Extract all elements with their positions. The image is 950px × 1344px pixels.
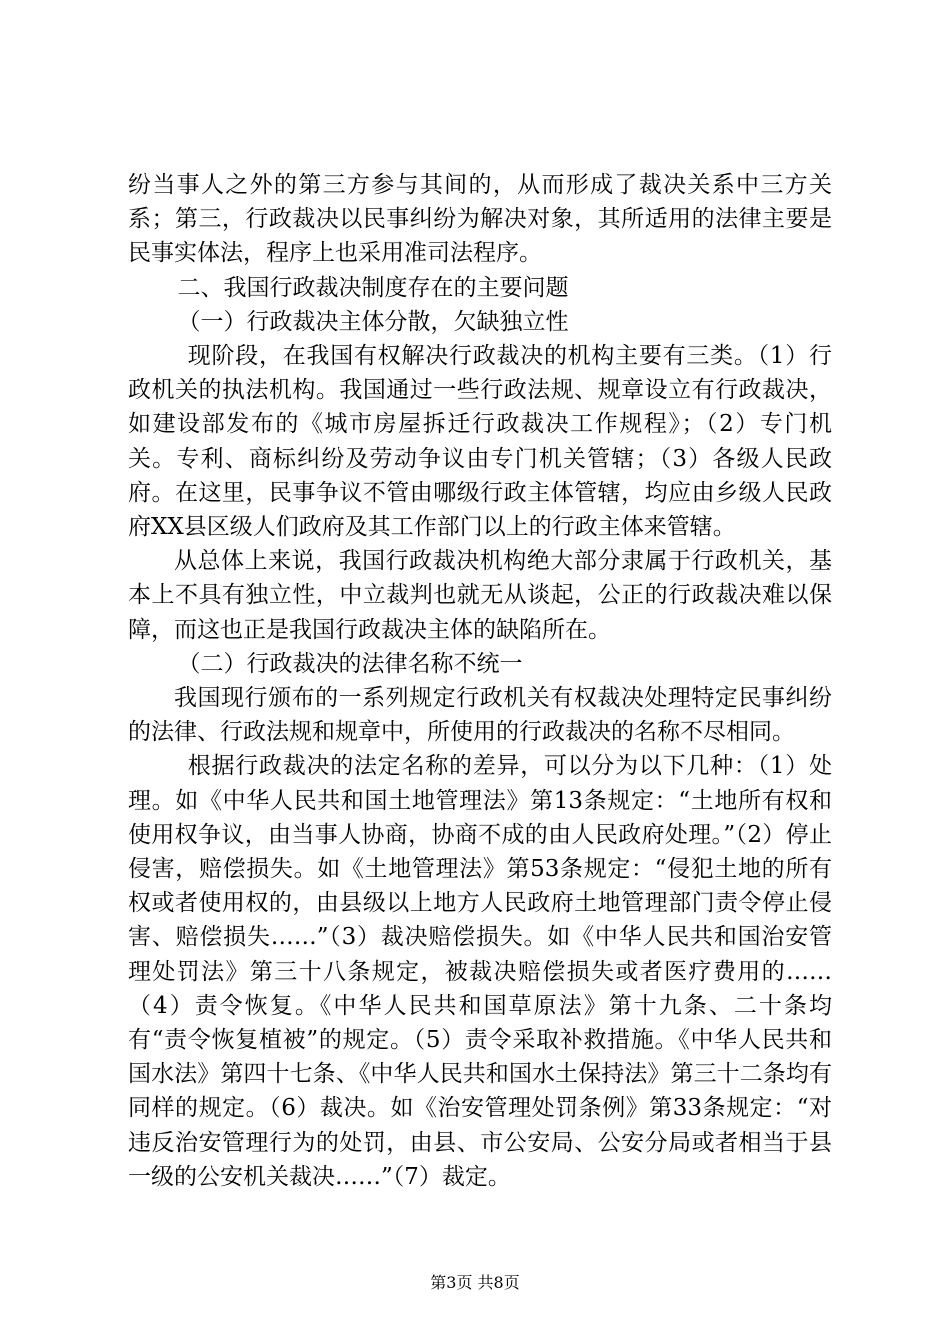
- subsection-heading-2: （二）行政裁决的法律名称不统一: [177, 650, 523, 677]
- section-heading-2: 二、我国行政裁决制度存在的主要问题: [177, 274, 569, 301]
- paragraph-authorities: 现阶段，在我国有权解决行政裁决的机构主要有三类。（1）行政机关的执法机构。我国通过一些行政法规、规章设立有行政裁决，如建设部发布的《城市房屋拆迁行政裁决工作规程》；（2）专门机关。专利、商标纠纷及劳动争议由专门机关管辖；（3）各级人民政府。在这里，民事争议不管由哪级行政主体管辖，均应由乡级人民政府XX县区级人们政府及其工作部门以上的行政主体来管辖。: [128, 343, 832, 541]
- document-body: [128, 168, 832, 1194]
- paragraph-continuation: 纷当事人之外的第三方参与其间的，从而形成了裁决关系中三方关系；第三，行政裁决以民事纠纷为解决对象，其所适用的法律主要是民事实体法，程序上也采用准司法程序。: [128, 172, 832, 267]
- paragraph-name-types: 根据行政裁决的法定名称的差异，可以分为以下几种：（1）处理。如《中华人民共和国土地管理法》第13条规定：“土地所有权和使用权争议，由当事人协商，协商不成的由人民政府处理。”（2）停止侵害，赔偿损失。如《土地管理法》第53条规定：“侵犯土地的所有权或者使用权的，由县级以上地方人民政府土地管理部门责令停止侵害、赔偿损失……”（3）裁决赔偿损失。如《中华人民共和国治安管理处罚法》第三十八条规定，被裁决赔偿损失或者医疗费用的……（4）责令恢复。《中华人民共和国草原法》第十九条、二十条均有“责令恢复植被”的规定。（5）责令采取补救措施。《中华人民共和国水法》第四十七条、《中华人民共和国水土保持法》第三十二条均有同样的规定。（6）裁决。如《治安管理处罚条例》第33条规定：“对违反治安管理行为的处罚，由县、市公安局、公安分局或者相当于县一级的公安机关裁决……”（7）裁定。: [128, 753, 832, 1190]
- page-number-footer: 第3页 共8页: [430, 1273, 520, 1292]
- paragraph-names: 我国现行颁布的一系列规定行政机关有权裁决处理特定民事纠纷的法律、行政法规和规章中，所使用的行政裁决的名称不尽相同。: [128, 685, 832, 746]
- paragraph-independence: 从总体上来说，我国行政裁决机构绝大部分隶属于行政机关，基本上不具有独立性，中立裁判也就无从谈起，公正的行政裁决难以保障，而这也正是我国行政裁决主体的缺陷所在。: [128, 548, 832, 643]
- subsection-heading-1: （一）行政裁决主体分散，欠缺独立性: [177, 308, 569, 335]
